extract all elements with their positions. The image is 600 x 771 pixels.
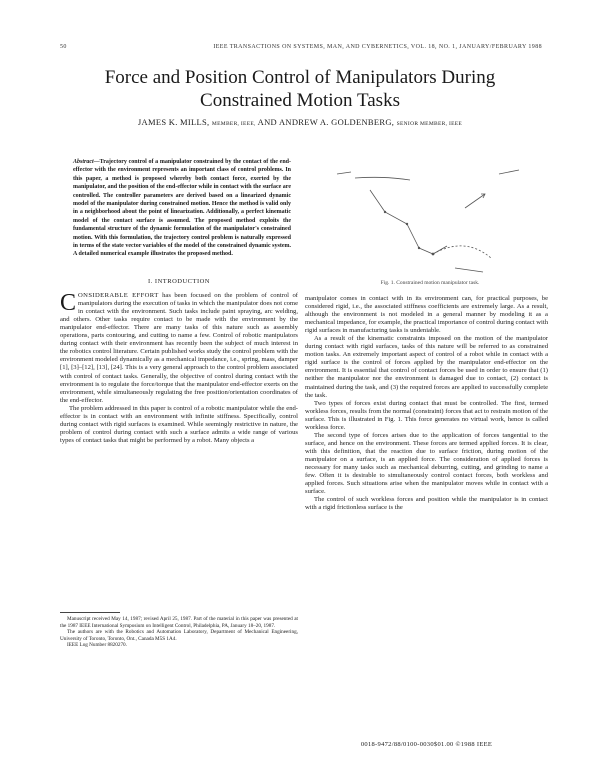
journal-header: IEEE TRANSACTIONS ON SYSTEMS, MAN, AND CYBERNETICS, VOL. 18, NO. 1, JANUARY/FEBRUARY 1988 [213, 44, 542, 50]
manipulator-figure-drawing [315, 150, 545, 275]
intro-paragraph-1 [60, 292, 298, 405]
title-line-1: Force and Position Control of Manipulators During [104, 67, 496, 88]
abstract-text: —Trajectory control of a manipulator constrained by the contact of the end-effector with the environment represents an important class of control problems. In this paper, a method is proposed whereby both contact force, exerted by the manipulator, and the position of the end-effector while in contact with the surface are controlled. The controller parameters are derived based on a linearized dynamic model of the manipulator during constrained motion. Hence the method is valid only in a neighborhood about the point of linearization. Additionally, a perfect kinematic model of the contact surface is assumed. The proposed method exploits the fundamental structure of the dynamic formulation of the manipulator's constrained motion. With this formulation, the trajectory control problem is naturally expressed in terms of the state vector variables of the model of the constrained dynamic system. A detailed numerical example illustrates the proposed method. [73, 159, 291, 258]
paper-title [40, 66, 560, 112]
surface-edge-mark [337, 172, 351, 174]
footnote-log-number: IEEE Log Number 8820270. [67, 642, 127, 649]
intro-paragraph-2: The problem addressed in this paper is control of a robotic manipulator while the end-effector is in contact with an environment with infinite stiffness. Specifically, control during contact with rigid surfaces is examined. While seemingly restrictive in nature, the problem of control during contact with such a surface admits a wide range of various types of contact tasks that might be performed by a robot. Many objects a [60, 404, 298, 444]
page-number: 50 [60, 44, 67, 50]
footnote-rule [60, 612, 120, 613]
author-1: JAMES K. MILLS, [137, 117, 210, 127]
right-paragraph-4: The second type of forces arises due to the application of forces tangential to the surface, and hence on the environment. These forces are termed applied forces. It is clear, with this definition, that the reaction due to surface friction, during motion of the manipulator on a surface, is an applied force. The consideration of applied forces is necessary for many tasks such as mechanical deburring, cutting, and grinding to name a few. Often it is desirable to simultaneously control contact forces, both workless and applied forces. Such situations arise when the manipulator moves while in contact with a surface. [305, 431, 548, 496]
abstract [73, 158, 291, 259]
constraint-surface-top [355, 177, 410, 180]
joint-1 [384, 211, 386, 213]
motion-path [433, 246, 491, 258]
author-1-membership: MEMBER, IEEE, [211, 121, 256, 127]
lead-in-words: ONSIDERABLE EFFORT [78, 292, 159, 300]
abstract-label: Abstract [73, 159, 94, 165]
joint-2 [406, 223, 408, 225]
footnote [60, 616, 298, 649]
right-paragraph-3: Two types of forces exist during contact that must be controlled. The first, termed workless forces, results from the normal (constraint) forces that act to restrain motion of the surface. This is illustrated in Fig. 1. This force generates no virtual work, hence is called workless force. [305, 399, 548, 431]
author-2-membership: SENIOR MEMBER, IEEE [396, 121, 463, 127]
figure-1 [315, 150, 545, 290]
right-column [305, 295, 548, 512]
copyright-notice: 0018-9472/88/0100-0030$01.00 ©1988 IEEE [360, 741, 493, 748]
author-line [40, 117, 560, 127]
title-line-2: Constrained Motion Tasks [200, 90, 400, 111]
figure-caption: Fig. 1. Constrained motion manipulator task. [380, 280, 480, 286]
left-column [60, 278, 298, 445]
manipulator-link-chain [370, 190, 419, 248]
footnote-received: Manuscript received May 14, 1987; revised April 25, 1987. Part of the material in this paper was presented at the 1987 IEEE International Symposium on Intelligent Control, Philadelphia, PA, January 18–20, 1987. [60, 616, 298, 629]
right-paragraph-2: As a result of the kinematic constraints imposed on the motion of the manipulator during contact with rigid surfaces, tasks of this nature will be referred to as constrained motion tasks. An extremely important aspect of control of a robot while in contact with a rigid surface is the control of forces applied by the manipulator end-effector on the environment. It is essential that control of contact forces be used in order to ensure that (1) neither the manipulator nor the environment is damaged due to contact, (2) contact is maintained during the task, and (3) the required forces are applied to successfully complete the task. [305, 335, 548, 399]
intro-paragraph-1-text: has been focused on the problem of control of manipulators during the execution of tasks in which the manipulator does not come in contact with the environment. Such tasks include paint spraying, arc welding, and others. Other tasks require contact to be made with the environment by the manipulator end-effector. There are many tasks of this nature such as assembly operations, parts contouring, and cutting to name a few. Control of robotic manipulators during contact with their environment has recently been the subject of much interest in the robotics control literature. Certain published works study the control problem with the environment modeled dynamically as a mechanical impedance, i.e., spring, mass, damper [1], [3]–[12], [13], [24]. This is a very general approach to the control problem associated with control of contact tasks. Generally, the objective of control during contact with the environment is to regulate the force/torque that the manipulator end-effector exerts on the environment, while simultaneously regulating the free position/orientation coordinates of the end-effector. [60, 292, 298, 404]
author-conjunction: AND [257, 117, 277, 127]
base-mark [455, 268, 483, 272]
author-2: ANDREW A. GOLDENBERG, [278, 117, 395, 127]
drop-cap-letter: C [60, 290, 77, 317]
end-effector-contact-point [432, 253, 435, 256]
right-paragraph-5: The control of such workless forces and position while the manipulator is in contact with a rigid frictionless surface is the [305, 496, 548, 512]
section-heading-introduction: I. INTRODUCTION [147, 278, 211, 285]
right-paragraph-1: manipulator comes in contact with in its environment can, for practical purposes, be considered rigid, i.e., the associated stiffness coefficients are extremely large. As a result, although the environment is not modeled in a general manner by modeling it as a mechanical impedance, for example, the practical importance of control during contact with rigid surfaces in manufacturing tasks is undeniable. [305, 295, 548, 335]
joint-3 [418, 247, 420, 249]
reference-axis [499, 170, 519, 174]
footnote-affiliation: The authors are with the Robotics and Automation Laboratory, Department of Mechanical Engineering, University of Toronto, Toronto, Ont., Canada M5S 1A4. [60, 629, 298, 642]
force-arrow-normal [465, 194, 485, 208]
